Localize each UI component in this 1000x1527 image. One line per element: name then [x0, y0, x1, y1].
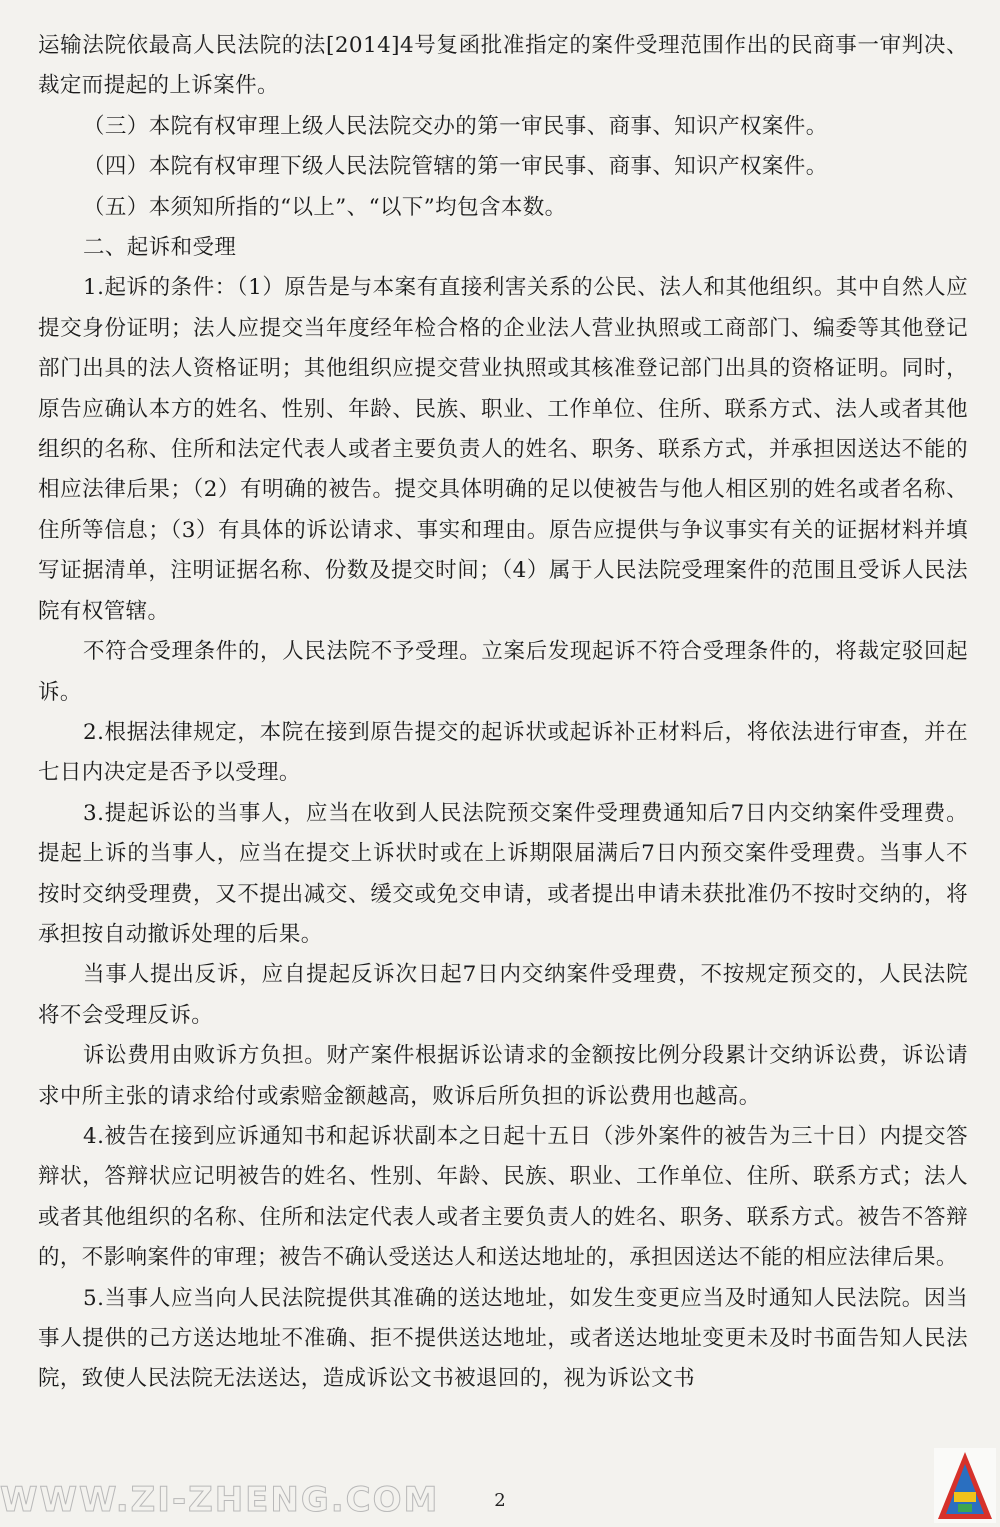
paragraph-review: 2.根据法律规定，本院在接到原告提交的起诉状或起诉补正材料后，将依法进行审查，并在七日内决定是否予以受理。 [38, 719, 968, 786]
watermark-text: WWW.ZI-ZHENG.COM [0, 1480, 440, 1520]
section-heading: 二、起诉和受理 [83, 235, 237, 261]
paragraph-item-5: （五）本须知所指的“以上”、“以下”均包含本数。 [83, 194, 567, 220]
paragraph-continuation: 运输法院依最高人民法院的法[2014]4号复函批准指定的案件受理范围作出的民商事一审判决、裁定而提起的上诉案件。 [38, 33, 968, 99]
paragraph-defense: 4.被告在接到应诉通知书和起诉状副本之日起十五日（涉外案件的被告为三十日）内提交答辩状，答辩状应记明被告的姓名、性别、年龄、民族、职业、工作单位、住所、联系方式；法人或者其他组织的名称、住所和法定代表人或者主要负责人的姓名、职务、联系方式。被告不答辩的，不影响案件的审理；被告不确认受送达人和送达地址的，承担因送达不能的相应法律后果。 [38, 1123, 968, 1271]
document-body [38, 26, 968, 1400]
paragraph-service-address: 5.当事人应当向人民法院提供其准确的送达地址，如发生变更应当及时通知人民法院。因当事人提供的己方送达地址不准确、拒不提供送达地址，或者送达地址变更未及时书面告知人民法院，致使人民法院无法送达，造成诉讼文书被退回的，视为诉讼文书 [38, 1285, 968, 1392]
zi-zheng-logo-icon [934, 1448, 996, 1523]
paragraph-counterclaim: 当事人提出反诉，应自提起反诉次日起7日内交纳案件受理费，不按规定预交的，人民法院将不会受理反诉。 [38, 962, 968, 1028]
page-number: 2 [494, 1490, 506, 1511]
paragraph-rejection: 不符合受理条件的，人民法院不予受理。立案后发现起诉不符合受理条件的，将裁定驳回起诉。 [38, 639, 968, 705]
paragraph-litigation-costs: 诉讼费用由败诉方负担。财产案件根据诉讼请求的金额按比例分段累计交纳诉讼费，诉讼请求中所主张的请求给付或索赔金额越高，败诉后所负担的诉讼费用也越高。 [38, 1043, 968, 1109]
paragraph-filing-conditions: 1.起诉的条件：（1）原告是与本案有直接利害关系的公民、法人和其他组织。其中自然人应提交身份证明；法人应提交当年度经年检合格的企业法人营业执照或工商部门、编委等其他登记部门出具的法人资格证明；其他组织应提交营业执照或其核准登记部门出具的资格证明。同时，原告应确认本方的姓名、性别、年龄、民族、职业、工作单位、住所、联系方式、法人或者其他组织的名称、住所和法定代表人或者主要负责人的姓名、职务、联系方式，并承担因送达不能的相应法律后果；（2）有明确的被告。提交具体明确的足以使被告与他人相区别的姓名或者名称、住所等信息；（3）有具体的诉讼请求、事实和理由。原告应提供与争议事实有关的证据材料并填写证据清单，注明证据名称、份数及提交时间；（4）属于人民法院受理案件的范围且受诉人民法院有权管辖。 [38, 275, 968, 624]
paragraph-item-3: （三）本院有权审理上级人民法院交办的第一审民事、商事、知识产权案件。 [83, 113, 828, 139]
paragraph-item-4: （四）本院有权审理下级人民法院管辖的第一审民事、商事、知识产权案件。 [83, 154, 828, 180]
paragraph-fees: 3.提起诉讼的当事人，应当在收到人民法院预交案件受理费通知后7日内交纳案件受理费。提起上诉的当事人，应当在提交上诉状时或在上诉期限届满后7日内预交案件受理费。当事人不按时交纳受理费，又不提出减交、缓交或免交申请，或者提出申请未获批准仍不按时交纳的，将承担按自动撤诉处理的后果。 [38, 800, 968, 947]
